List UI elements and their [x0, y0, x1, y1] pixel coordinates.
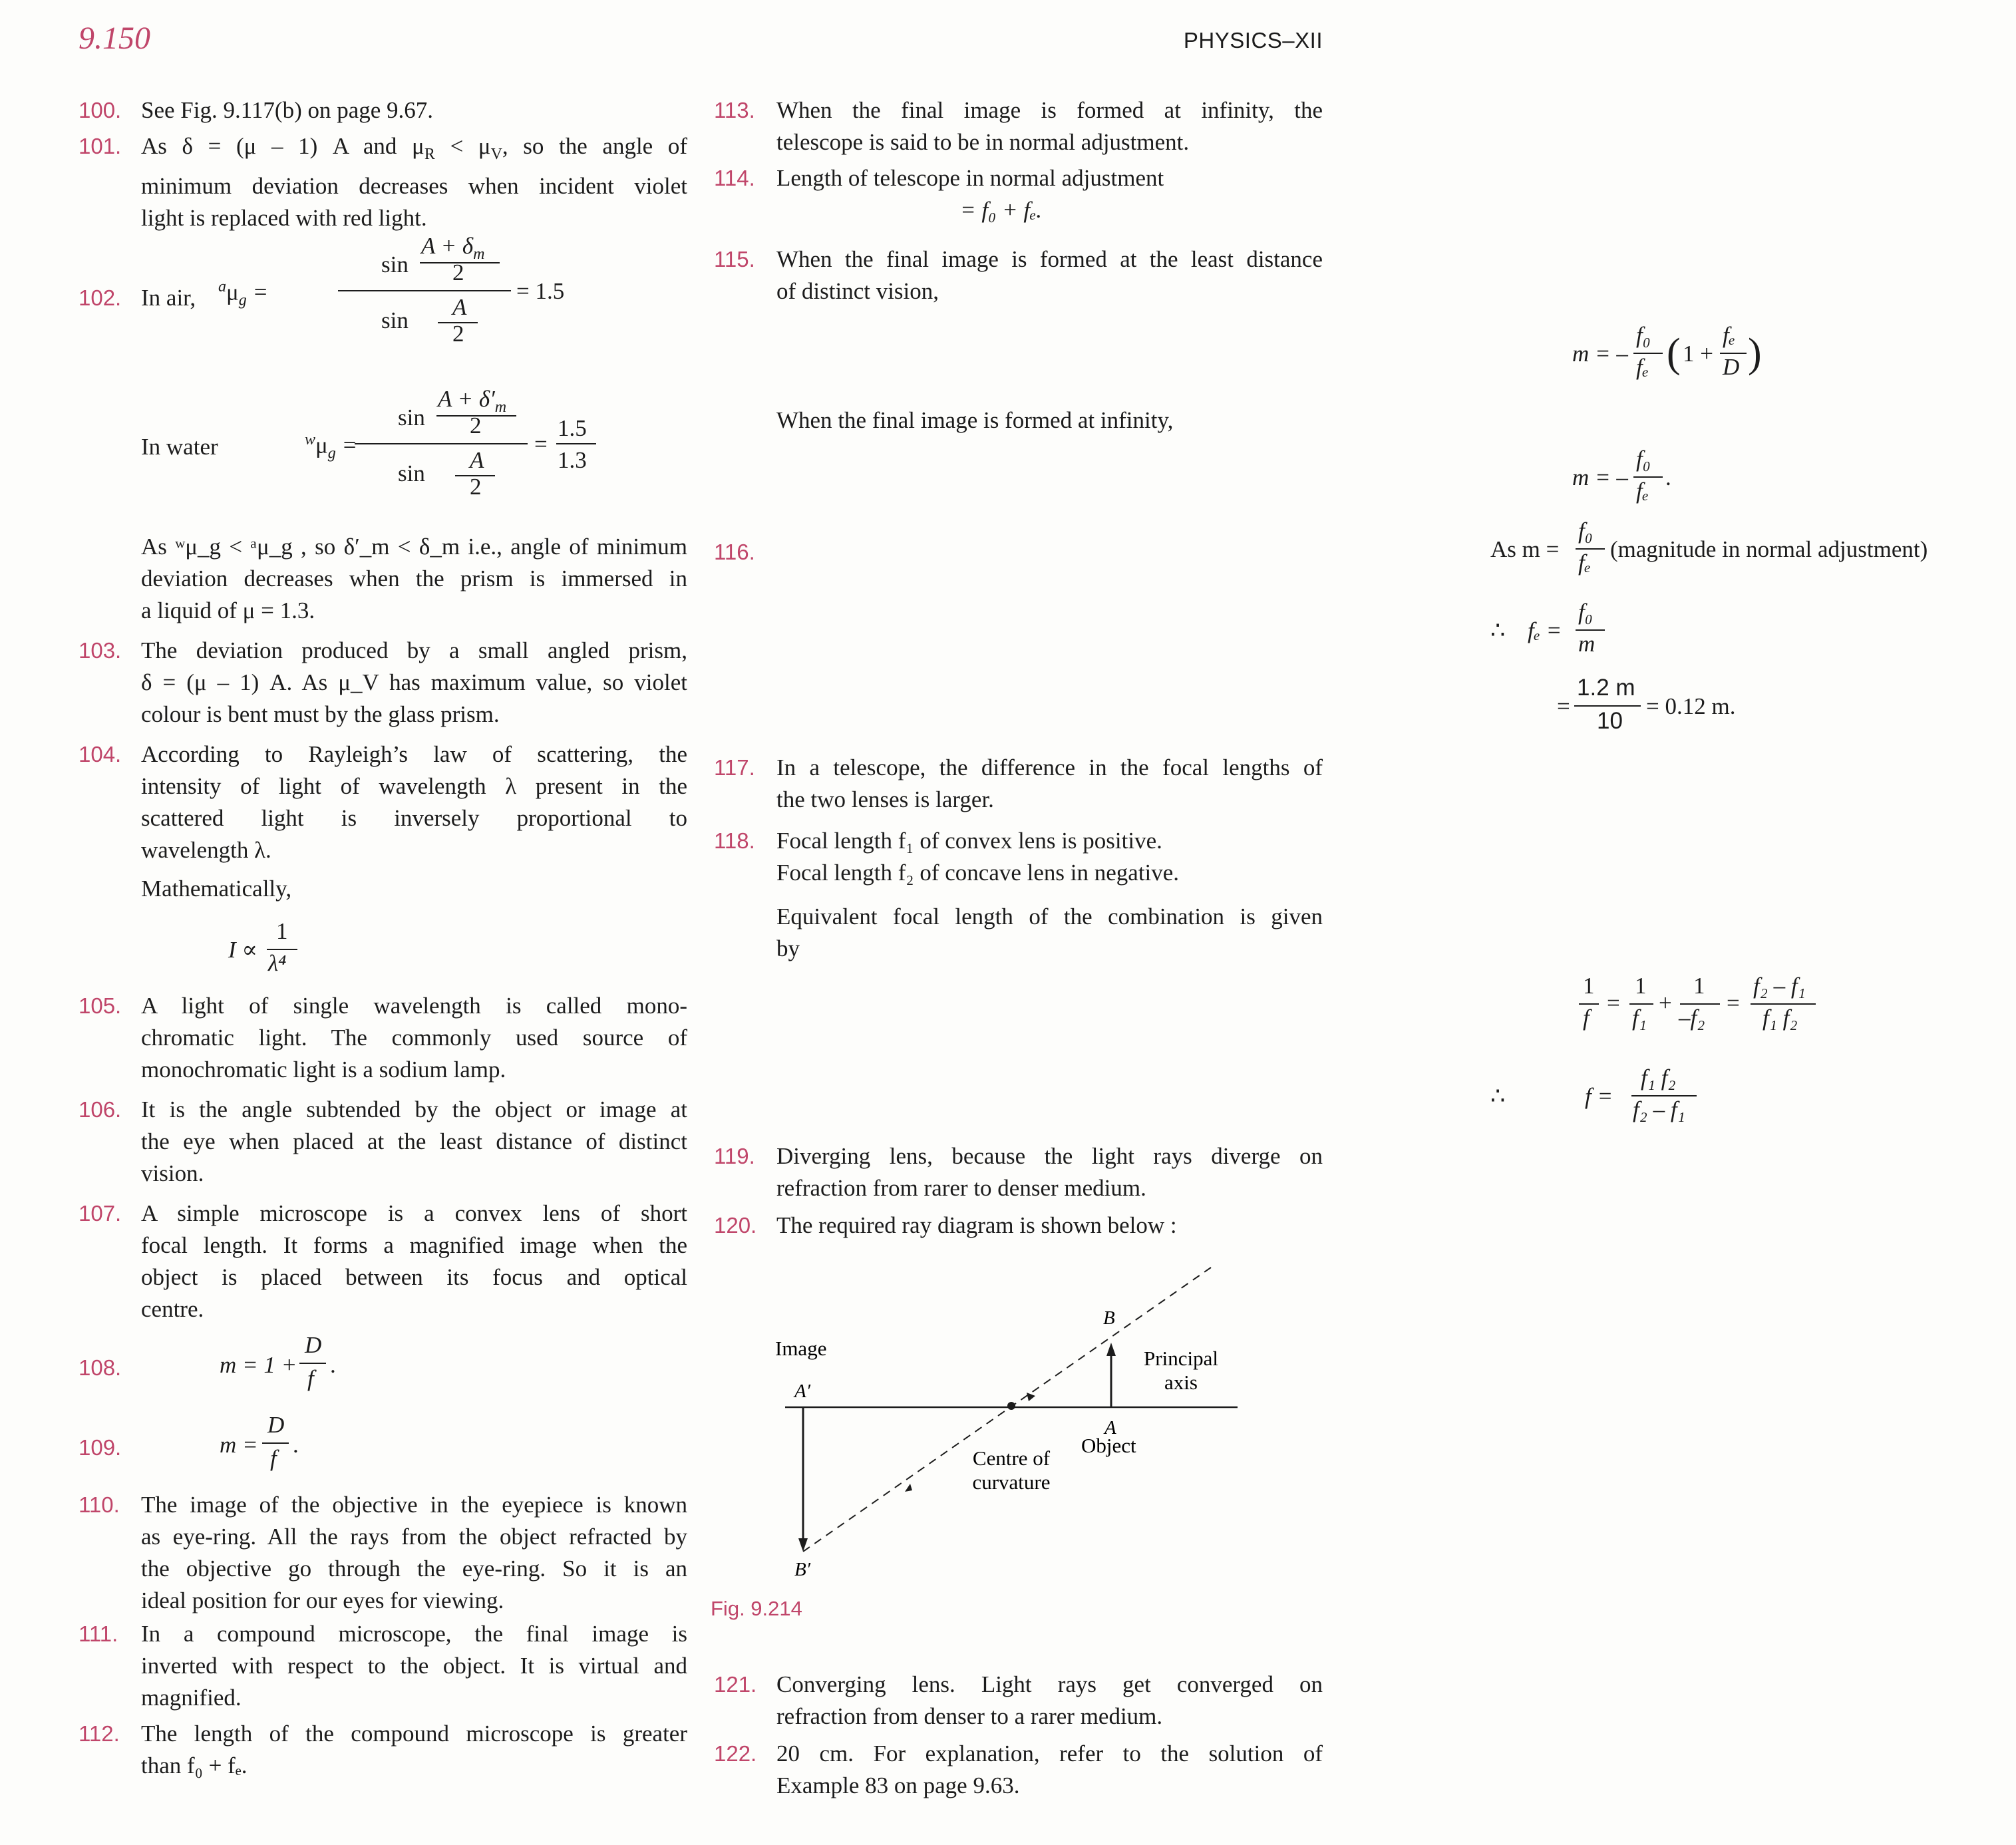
- answer-number: 109.: [79, 1435, 122, 1460]
- answer-line: A simple microscope is a convex lens of short: [141, 1200, 687, 1226]
- text-run: 1: [276, 918, 288, 944]
- answer-line: Focal length f₁ of convex lens is positive.: [776, 828, 1162, 854]
- text-run: 2: [452, 321, 464, 347]
- mu-symbol: μ: [226, 279, 239, 305]
- text-run: 2: [452, 259, 464, 285]
- therefore-symbol: ∴: [1490, 617, 1506, 643]
- in-air-label: In air,: [141, 285, 196, 311]
- ray-through-centre: [803, 1267, 1211, 1552]
- answer-line: wavelength λ.: [141, 837, 271, 863]
- answer-number: 101.: [79, 134, 122, 158]
- answer-number: 117.: [714, 755, 755, 780]
- answer-number: 114.: [714, 166, 755, 190]
- figure-caption: Fig. 9.214: [711, 1597, 802, 1620]
- value: 10: [1597, 708, 1623, 734]
- mu-symbol: μ: [315, 432, 328, 458]
- subscript: m: [473, 246, 485, 263]
- answer-119: [714, 1140, 1323, 1204]
- answer-line: telescope is said to be in normal adjustment.: [776, 129, 1190, 155]
- answer-line: focal length. It forms a magnified image when the: [141, 1232, 687, 1258]
- answer-line: Focal length f₂ of concave lens in negative.: [776, 860, 1180, 886]
- answer-114: [714, 162, 1323, 226]
- answer-101: [79, 130, 687, 234]
- answer-line: When the final image is formed at infinity, the: [776, 97, 1323, 123]
- object-label: Object: [1081, 1434, 1136, 1457]
- combination-focal-result: [1490, 1063, 1757, 1136]
- answer-line: as eye-ring. All the rays from the object refracted by: [141, 1524, 687, 1550]
- answer-line: When the final image is formed at infinity,: [776, 407, 1174, 433]
- answer-113: [714, 94, 1323, 158]
- water-index-equation: $^w\mu_g$ = sin $A + \delta'_m$ 2 sin A 2 = 1.5 1.3: [305, 386, 604, 519]
- answer-number: 103.: [79, 638, 122, 663]
- text-run: f₂ – f₁: [1753, 973, 1806, 999]
- answer-line: The image of the objective in the eyepiece is known: [141, 1492, 687, 1518]
- answer-line: Mathematically,: [141, 876, 292, 902]
- image-label: Image: [775, 1337, 827, 1360]
- answer-118: [714, 825, 1323, 965]
- sin-label: sin: [398, 460, 425, 486]
- answer-line: [141, 130, 687, 170]
- answer-112: [79, 1718, 687, 1782]
- answer-number: 116.: [714, 540, 755, 564]
- result-value: = 0.12 m.: [1646, 693, 1736, 719]
- superscript: w: [305, 431, 316, 448]
- answer-number: 122.: [714, 1741, 757, 1766]
- text-run: m = 1 +: [220, 1352, 297, 1378]
- text-run: f₁ f₂: [1641, 1065, 1676, 1090]
- magnification-formula-108: m = 1 + D f .: [220, 1332, 336, 1391]
- subscript: g: [327, 444, 336, 462]
- text-run: A + δ′: [438, 386, 495, 412]
- answer-line: The deviation produced by a small angled prism,: [141, 637, 687, 663]
- answer-122: [714, 1738, 1323, 1802]
- text-run: f₁: [1632, 1005, 1647, 1031]
- answer-line: a liquid of μ = 1.3.: [141, 597, 315, 623]
- answer-line: In a telescope, the difference in the focal lengths of: [776, 755, 1323, 780]
- answer-text: See Fig. 9.117(b) on page 9.67.: [141, 97, 434, 123]
- answer-line: centre.: [141, 1296, 204, 1322]
- fraction-bar: [1574, 705, 1641, 707]
- text-run: 2: [470, 474, 482, 500]
- answer-line: than f₀ + fₑ.: [141, 1753, 248, 1778]
- value: = 1.5: [516, 278, 565, 304]
- answer-line: Diverging lens, because the light rays diverge on: [776, 1143, 1323, 1169]
- answer-line: intensity of light of wavelength λ present in the: [141, 773, 687, 799]
- ray-diagram-figure: [712, 1251, 1244, 1584]
- answer-line: colour is bent must by the glass prism.: [141, 701, 500, 727]
- answer-number: 111.: [79, 1621, 118, 1646]
- answer-line: the two lenses is larger.: [776, 786, 994, 812]
- value: 1.2 m: [1577, 675, 1635, 701]
- answer-line: In a compound microscope, the final image is: [141, 1621, 687, 1647]
- centre-of-curvature-point: [1007, 1402, 1015, 1410]
- answer-line: the objective go through the eye-ring. So it is an: [141, 1556, 687, 1582]
- answer-number: 104.: [79, 742, 122, 766]
- answer-line: light is replaced with red light.: [141, 205, 427, 231]
- text-run: m = –: [1572, 464, 1628, 490]
- value: 1.5: [558, 415, 587, 441]
- answer-line: A light of single wavelength is called mono-: [141, 993, 687, 1019]
- text-run: , so the angle of: [502, 133, 687, 159]
- text-run: f₀: [1636, 446, 1651, 472]
- answer-line: The length of the compound microscope is greater: [141, 1721, 687, 1747]
- air-index-equation: $^a\mu_g$ = sin $A + \delta_m$ 2 = 1.5 sin A 2: [218, 233, 565, 347]
- fraction-bar: [299, 1363, 326, 1364]
- text-run: < μ: [434, 133, 491, 159]
- magnification-infinity: m = – f₀ fₑ .: [1572, 446, 1671, 504]
- text-run: 1: [1583, 973, 1595, 999]
- a-label: A: [1104, 1417, 1116, 1438]
- text-run: D: [305, 1332, 322, 1358]
- answer-line: monochromatic light is a sodium lamp.: [141, 1057, 506, 1083]
- therefore-symbol: ∴: [1490, 1083, 1506, 1109]
- answer-line: The required ray diagram is shown below :: [776, 1212, 1177, 1238]
- answer-line: refraction from rarer to denser medium.: [776, 1175, 1146, 1201]
- answer-line: According to Rayleigh’s law of scattering, the: [141, 741, 687, 767]
- answer-number: 105.: [79, 993, 122, 1018]
- text-run: 1: [1693, 973, 1705, 999]
- answer-number: 112.: [79, 1721, 120, 1746]
- answer-line: refraction from denser to a rarer medium.: [776, 1703, 1163, 1729]
- ray-arrowhead: [905, 1484, 912, 1492]
- object-arrowhead: [1106, 1343, 1116, 1356]
- text-run: D: [1723, 354, 1740, 380]
- sin-label: sin: [381, 307, 409, 333]
- answer-line: by: [776, 935, 800, 961]
- answer-line: minimum deviation decreases when incident violet: [141, 173, 687, 199]
- answer-number: 106.: [79, 1097, 122, 1122]
- answer-line: of distinct vision,: [776, 278, 939, 304]
- text-run: =: [1557, 693, 1570, 719]
- answer-106: [79, 1094, 687, 1190]
- text-run: f₀: [1636, 322, 1651, 348]
- answer-line: Equivalent focal length of the combination is given: [776, 904, 1323, 929]
- answer-line: chromatic light. The commonly used source of: [141, 1025, 687, 1051]
- text-run: f₀: [1578, 599, 1593, 625]
- answer-120: [714, 1210, 1323, 1242]
- answer-110: [79, 1489, 687, 1617]
- text-run: 1 +: [1683, 341, 1713, 367]
- text-run: fₑ =: [1528, 617, 1562, 643]
- answer-number: 100.: [79, 98, 122, 122]
- answer-line: Example 83 on page 9.63.: [776, 1772, 1020, 1798]
- answer-115: [714, 244, 1323, 307]
- answer-line: ideal position for our eyes for viewing.: [141, 1588, 504, 1613]
- text-run: f: [307, 1365, 314, 1391]
- answer-115-infinity: [714, 405, 1323, 436]
- answer-line: As ʷμ_g < ᵃμ_g , so δ′_m < δ_m i.e., angle of minimum: [141, 534, 687, 560]
- answer-line: vision.: [141, 1160, 204, 1186]
- text-run: (magnitude in normal adjustment): [1610, 536, 1928, 562]
- text-run: λ⁴: [268, 950, 287, 976]
- centre-label: Centre of: [972, 1446, 1051, 1470]
- value: 1.3: [558, 447, 587, 473]
- principal-label: Principal: [1144, 1347, 1218, 1370]
- answer-line: object is placed between its focus and optical: [141, 1264, 687, 1290]
- fraction-bar: [338, 290, 511, 291]
- answer-102-conclusion: [79, 531, 687, 627]
- magnification-near-point: m = – f₀ fₑ ( 1 + fₑ D ): [1572, 322, 1762, 380]
- fraction-bar: [355, 443, 528, 444]
- curvature-label: curvature: [972, 1470, 1051, 1494]
- b-prime-label: B′: [794, 1559, 811, 1580]
- answer-line: = f₀ + fₑ.: [960, 197, 1043, 223]
- text-run: f₁ f₂: [1763, 1005, 1798, 1031]
- answer-number: 108.: [79, 1355, 122, 1380]
- page-number: 9.150: [79, 21, 150, 56]
- fraction-bar: [262, 1442, 289, 1444]
- answer-number: 110.: [79, 1492, 120, 1517]
- rayleigh-formula: [228, 918, 375, 985]
- text-run: A: [452, 294, 467, 320]
- answer-111: [79, 1618, 687, 1714]
- answer-line: scattered light is inversely proportional to: [141, 805, 687, 831]
- answer-line: the eye when placed at the least distance of distinct: [141, 1128, 687, 1154]
- answer-number: 119.: [714, 1144, 755, 1168]
- telescope-focal-calc: [1490, 515, 2016, 741]
- subscript: R: [424, 146, 435, 163]
- answer-number: 120.: [714, 1213, 757, 1238]
- combination-focal-formula: 1 f = 1 f₁ + 1 –f₂ = f₂ – f₁ f₁ f₂: [1579, 971, 1858, 1045]
- text-run: f: [270, 1445, 277, 1471]
- text-run: –f₂: [1679, 1005, 1705, 1031]
- answer-number: 115.: [714, 247, 755, 271]
- answer-105: [79, 990, 687, 1086]
- text-run: fₑ: [1578, 550, 1591, 576]
- text-run: f: [1583, 1005, 1590, 1031]
- subscript: g: [238, 291, 247, 309]
- answer-100: [79, 94, 687, 126]
- b-label: B: [1103, 1307, 1115, 1329]
- text-run: fₑ: [1636, 354, 1649, 380]
- text-run: m: [1578, 631, 1596, 657]
- answer-number: 107.: [79, 1201, 122, 1226]
- answer-line: δ = (μ – 1) A. As μ_V has maximum value, so violet: [141, 669, 687, 695]
- text-run: m = –: [1572, 341, 1628, 367]
- text-run: f₂ – f₁: [1633, 1096, 1685, 1122]
- text-run: f =: [1585, 1083, 1613, 1109]
- superscript: a: [218, 278, 226, 295]
- answer-121: [714, 1669, 1323, 1733]
- answer-line: inverted with respect to the object. It is virtual and: [141, 1653, 687, 1679]
- text-run: 2: [470, 413, 482, 438]
- answer-117: [714, 752, 1323, 816]
- answer-number: 118.: [714, 828, 755, 853]
- fraction-bar: [556, 443, 596, 444]
- text-run: D: [267, 1412, 285, 1438]
- ray-arrowhead: [1027, 1393, 1035, 1401]
- text-run: A: [470, 447, 484, 473]
- sin-label: sin: [381, 252, 409, 277]
- text-run: 1: [1635, 973, 1647, 999]
- text-run: I ∝: [228, 937, 258, 963]
- axis-label: axis: [1164, 1371, 1198, 1394]
- text-run: fₑ: [1723, 322, 1735, 348]
- text-run: A + δ: [421, 233, 474, 259]
- answer-number: 121.: [714, 1672, 757, 1697]
- in-water-label: In water: [141, 434, 218, 460]
- subscript: V: [490, 146, 502, 163]
- sin-label: sin: [398, 405, 425, 430]
- answer-line: When the final image is formed at the least distance: [776, 246, 1323, 272]
- a-prime-label: A′: [794, 1381, 811, 1402]
- text-run: m =: [220, 1432, 258, 1458]
- answer-line: 20 cm. For explanation, refer to the solution of: [776, 1741, 1323, 1766]
- running-header: PHYSICS–XII: [1183, 28, 1323, 53]
- text-run: f₀: [1578, 518, 1593, 544]
- text-run: As m =: [1490, 536, 1560, 562]
- answer-104: [79, 739, 687, 905]
- answer-107: [79, 1198, 687, 1325]
- answer-line: It is the angle subtended by the object or image at: [141, 1096, 687, 1122]
- answer-line: magnified.: [141, 1685, 242, 1711]
- subscript: m: [494, 399, 507, 416]
- answer-number: 113.: [714, 98, 755, 122]
- magnification-formula-109: m = D f .: [220, 1412, 299, 1471]
- text-run: fₑ: [1636, 478, 1649, 504]
- text-run: As δ = (μ – 1) A and μ: [141, 133, 424, 159]
- answer-103: [79, 635, 687, 731]
- answer-number: 102.: [79, 285, 122, 310]
- answer-line: Length of telescope in normal adjustment: [776, 165, 1164, 191]
- answer-line: Converging lens. Light rays get converged on: [776, 1671, 1323, 1697]
- answer-line: deviation decreases when the prism is immersed in: [141, 566, 687, 591]
